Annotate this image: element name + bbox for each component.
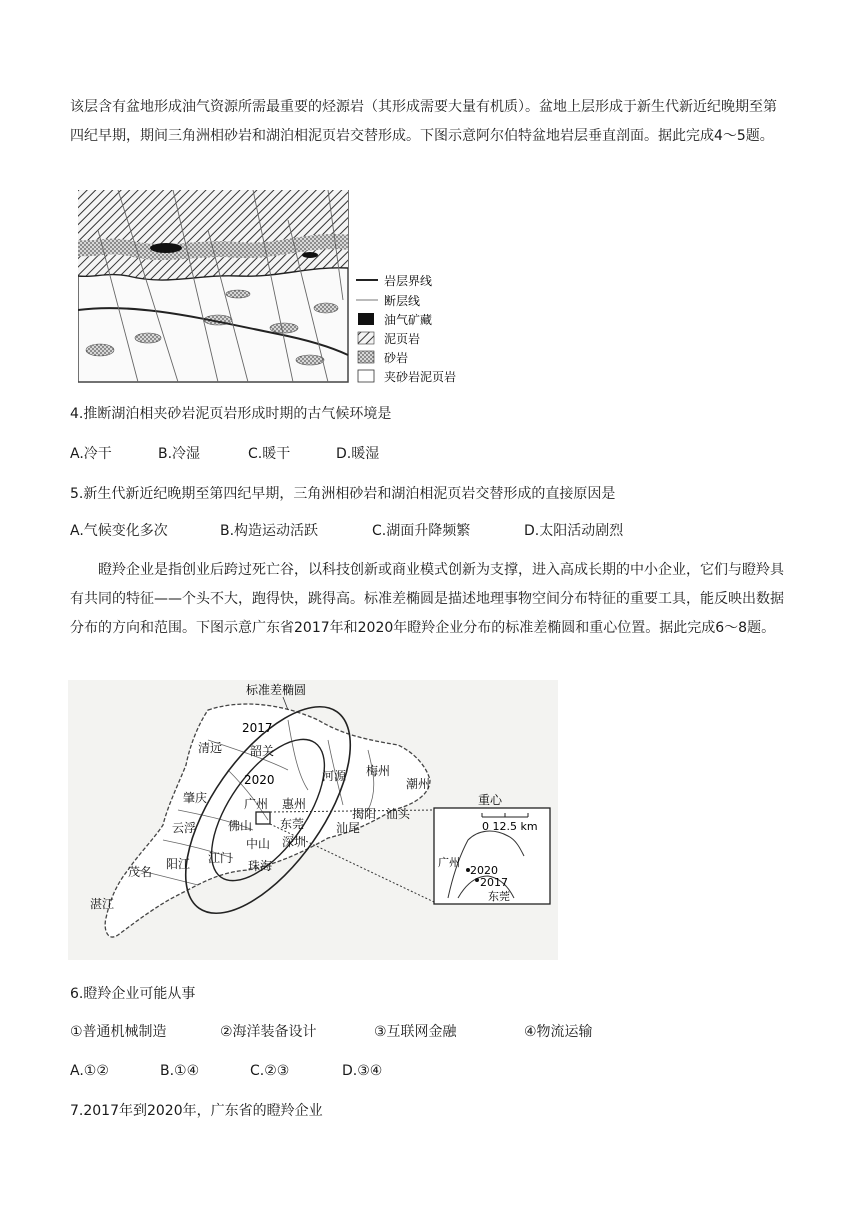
year-2020-label: 2020: [244, 773, 275, 787]
inset-year-2017: 2017: [480, 876, 508, 889]
legend-label-mixed: 夹砂岩泥页岩: [384, 370, 457, 384]
legend-label-shale: 泥页岩: [384, 332, 421, 346]
legend-label-fault: 断层线: [384, 294, 421, 308]
city-label: 中山: [246, 837, 271, 851]
inset-year-2020: 2020: [470, 864, 498, 877]
intro-paragraph-2: 瞪羚企业是指创业后跨过死亡谷，以科技创新或商业模式创新为支撑，进入高成长期的中小企业，它们与瞪羚具有共同的特征——个头不大，跑得快，跳得高。标准差椭圆是描述地理事物空间分布特征的重要工具，能反映出数据分布的方向和范围。下图示意广东省2017年和2020年瞪羚企业分布的标准差椭圆和重心位置。据此完成6～8题。: [70, 562, 784, 636]
item-1: ①普通机械制造: [70, 1024, 167, 1040]
question-4-stem: 4.推断湖泊相夹砂岩泥页岩形成时期的古气候环境是: [70, 406, 392, 422]
guangdong-ellipse-map: [68, 680, 558, 960]
city-label: 汕头: [386, 807, 411, 821]
question-6-options: [70, 1061, 382, 1081]
centroid-inset: [434, 792, 550, 904]
centroid-2017-point: [475, 878, 479, 882]
city-label: 东莞: [280, 817, 305, 831]
option-d: D.③④: [342, 1063, 383, 1079]
city-label: 佛山: [228, 819, 253, 833]
option-a: A.①②: [70, 1063, 109, 1079]
option-c: C.湖面升降频繁: [372, 523, 471, 539]
question-4-options: [70, 444, 379, 464]
option-a: A.气候变化多次: [70, 523, 168, 539]
city-label: 茂名: [128, 865, 153, 879]
question-6-stem: 6.瞪羚企业可能从事: [70, 986, 196, 1002]
legend-label-sandstone: 砂岩: [384, 351, 409, 365]
city-label: 梅州: [366, 764, 391, 778]
city-label: 阳江: [166, 857, 191, 871]
intro-paragraph-1: 该层含有盆地形成油气资源所需最重要的烃源岩（其形成需要大量有机质）。盆地上层形成于新生代新近纪晚期至第四纪早期，期间三角洲相砂岩和湖泊相泥页岩交替形成。下图示意阿尔伯特盆地岩层垂直剖面。据此完成4～5题。: [70, 99, 777, 144]
question-5-stem: 5.新生代新近纪晚期至第四纪早期，三角洲相砂岩和湖泊相泥页岩交替形成的直接原因是: [70, 486, 616, 502]
option-b: B.①④: [160, 1063, 200, 1079]
inset-city-label: 广州: [438, 856, 460, 869]
city-label: 湛江: [90, 897, 115, 911]
ellipse-label: 标准差椭圆: [246, 683, 307, 697]
legend-label-oil: 油气矿藏: [384, 313, 433, 327]
legend-label-boundary: 岩层界线: [384, 274, 433, 288]
question-5-options: [70, 521, 623, 541]
city-label: 揭阳: [352, 807, 377, 821]
question-7-stem: 7.2017年到2020年，广东省的瞪羚企业: [70, 1103, 323, 1119]
option-b: B.冷湿: [158, 446, 201, 462]
option-d: D.暖湿: [336, 446, 380, 462]
city-label: 珠海: [248, 859, 273, 873]
item-3: ③互联网金融: [374, 1024, 457, 1040]
city-label: 韶关: [250, 744, 275, 758]
item-4: ④物流运输: [524, 1024, 593, 1040]
city-label: 广州: [244, 797, 269, 811]
option-a: A.冷干: [70, 446, 112, 462]
city-label: 汕尾: [336, 821, 361, 835]
strata-legend: [356, 273, 456, 384]
city-label: 江门: [208, 851, 233, 865]
item-2: ②海洋装备设计: [220, 1024, 317, 1040]
option-c: C.暖干: [248, 446, 291, 462]
question-6-items: [70, 1022, 593, 1042]
option-b: B.构造运动活跃: [220, 523, 319, 539]
city-label: 云浮: [172, 821, 197, 835]
scale-bar-label: 0 12.5 km: [482, 820, 538, 833]
year-2017-label: 2017: [242, 721, 273, 735]
inset-title: 重心: [478, 793, 503, 807]
inset-city-label: 东莞: [488, 890, 510, 903]
city-label: 惠州: [282, 797, 307, 811]
option-c: C.②③: [250, 1063, 290, 1079]
city-label: 肇庆: [183, 791, 208, 805]
city-label: 清远: [198, 741, 223, 755]
strata-cross-section-figure: [78, 190, 490, 386]
option-d: D.太阳活动剧烈: [524, 523, 624, 539]
city-label: 河源: [322, 769, 347, 783]
city-label: 潮州: [406, 777, 431, 791]
city-label: 深圳: [282, 835, 307, 849]
